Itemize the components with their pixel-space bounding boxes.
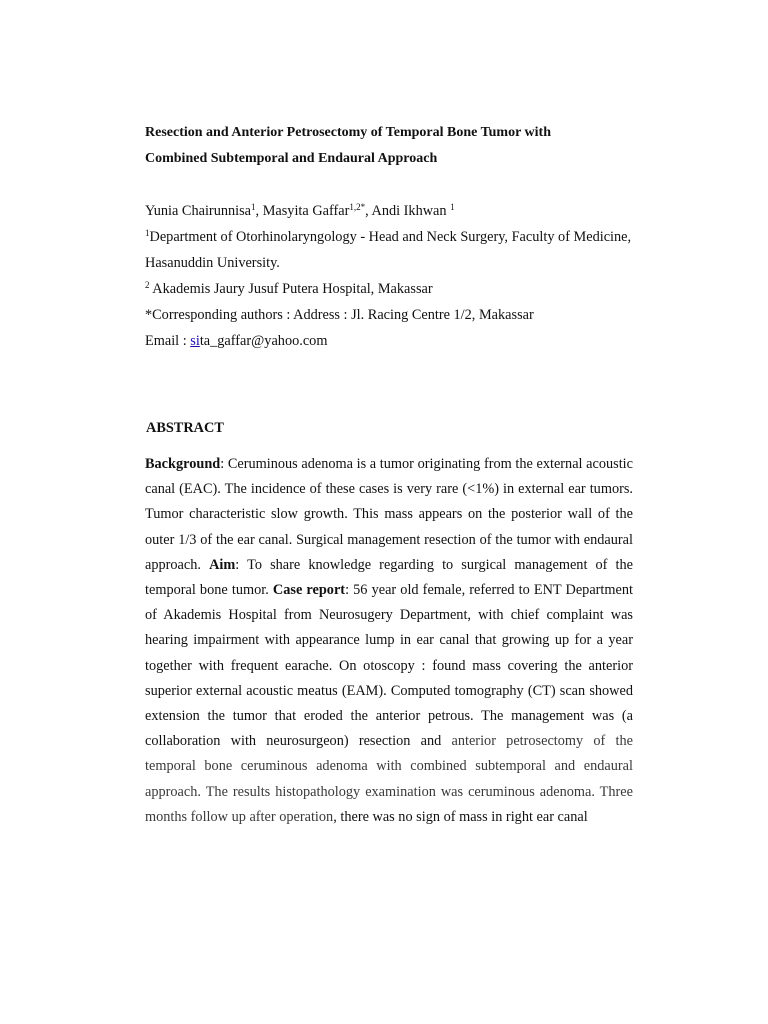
author-1-affiliation-mark: 1 bbox=[251, 202, 256, 212]
affiliation-2-mark: 2 bbox=[145, 280, 150, 290]
email-label: Email : bbox=[145, 333, 191, 349]
abstract-heading: ABSTRACT bbox=[146, 420, 224, 436]
paper-page bbox=[145, 120, 633, 830]
author-list bbox=[145, 198, 633, 224]
aim-label: Aim bbox=[209, 556, 236, 573]
affiliation-1 bbox=[145, 224, 633, 276]
author-1-name: Yunia Chairunnisa bbox=[145, 203, 252, 219]
email-line bbox=[145, 328, 633, 354]
paper-title bbox=[145, 120, 633, 172]
affiliation-2 bbox=[145, 276, 633, 302]
title-line-2: Combined Subtemporal and Endaural Approach bbox=[145, 151, 438, 166]
author-separator: , bbox=[365, 203, 372, 219]
author-3-name: Andi Ikhwan bbox=[371, 203, 451, 219]
affiliation-2-text: Akademis Jaury Jusuf Putera Hospital, Makassar bbox=[149, 281, 433, 297]
case-report-label: Case report bbox=[272, 582, 346, 599]
abstract-body bbox=[145, 452, 633, 830]
corresponding-author: *Corresponding authors : Address : Jl. Racing Centre 1/2, Makassar bbox=[145, 307, 534, 323]
author-separator: , bbox=[255, 203, 263, 219]
affiliation-1-mark: 1 bbox=[145, 228, 150, 238]
case-report-text: : 56 year old female, referred to ENT Department of Akademis Hospital from Neurosugery Department, with chief complaint was hearing impairment with appearance lump in ear canal that growing up for a year together with frequent earache. On otoscopy : found mass covering the anterior superior external acoustic meatus (EAM). Computed tomography (CT) scan showed extension the tumor that eroded the anterior petrous. The management was (a collaboration with neurosurgeon) resection and bbox=[145, 582, 633, 750]
author-3-affiliation-mark: 1 bbox=[450, 202, 455, 212]
background-label: Background bbox=[145, 456, 221, 472]
affiliation-1-text: Department of Otorhinolaryngology - Head and Neck Surgery, Faculty of Medicine, Hasanuddin University. bbox=[145, 229, 632, 271]
email-address-rest: ta_gaffar@yahoo.com bbox=[199, 333, 328, 349]
title-line-1: Resection and Anterior Petrosectomy of Temporal Bone Tumor with bbox=[145, 125, 551, 140]
author-2-affiliation-mark: 1,2* bbox=[349, 202, 366, 212]
case-report-text-end: , there was no sign of mass in right ear canal bbox=[333, 808, 588, 825]
background-text: : Ceruminous adenoma is a tumor originating from the external acoustic canal (EAC). The incidence of these cases is very rare (<1%) in external ear tumors. Tumor characteristic slow growth. This mass appears on the posterior wall of the outer 1/3 of the ear canal. Surgical management resection of the tumor with endaural approach. bbox=[145, 456, 633, 573]
affiliations bbox=[145, 224, 633, 302]
case-report-text-continued: anterior petrosectomy of the temporal bone ceruminous adenoma with combined subtemporal and endaural approach. The results histopathology examination was ceruminous adenoma. Three months follow up after operation bbox=[145, 733, 634, 825]
email-link[interactable]: si bbox=[190, 333, 200, 349]
aim-text: : To share knowledge regarding to surgical management of the temporal bone tumor. bbox=[145, 556, 633, 599]
author-2-name: Masyita Gaffar bbox=[262, 203, 350, 219]
